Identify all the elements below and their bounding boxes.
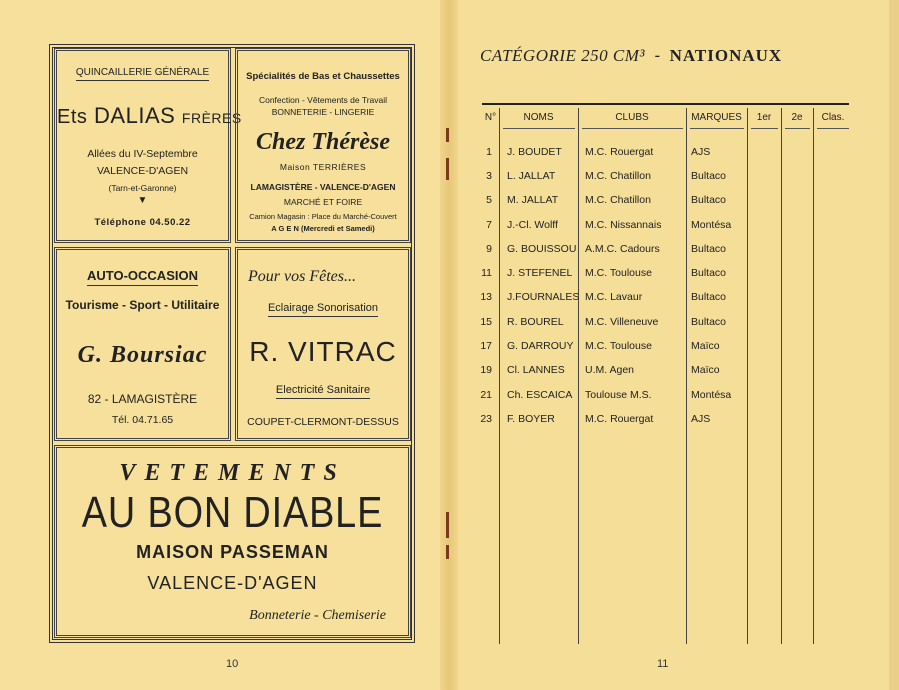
ad-line: Confection - Vêtements de Travail [258,95,388,105]
company-name: R. VITRAC [249,336,397,367]
truck-location: Camion Magasin : Place du Marché-Couvert [249,212,397,221]
row-number: 23 [480,413,492,425]
row-name: R. BOUREL [507,316,564,328]
towns: LAMAGISTÈRE - VALENCE-D'AGEN [250,182,396,192]
address-town: VALENCE-D'AGEN [96,165,189,177]
company-name: Ets DALIAS FRÈRES [57,103,242,128]
row-brand: Maïco [691,340,720,352]
row-brand: Bultaco [691,194,727,206]
brand-subtitle: Maison TERRIÈRES [279,162,367,172]
header-underline [751,128,778,129]
table-row [482,194,849,214]
row-name: Ch. ESCAICA [507,389,573,401]
row-brand: Bultaco [691,291,727,303]
row-number: 9 [486,243,492,255]
dealer-name: G. Boursiac [77,342,208,368]
row-club: M.C. Nissannais [585,219,662,231]
row-name: G. BOUISSOU [507,243,577,255]
header-first: 1er [756,112,772,123]
header-names: NOMS [523,112,554,123]
header-underline [817,128,849,129]
row-name: J. BOUDET [507,146,562,158]
row-brand: Bultaco [691,316,727,328]
row-number: 21 [480,389,492,401]
category-title: CATÉGORIE 250 CM³ - NATIONAUX [480,46,783,65]
header-ranking: Clas. [821,112,845,123]
address-line: Allées du IV-Septembre [87,148,198,160]
ad-place: COUPET-CLERMONT-DESSUS [247,416,399,428]
row-name: J.FOURNALES [507,291,580,303]
header-underline [785,128,810,129]
row-number: 19 [480,364,492,376]
table-row [482,170,849,190]
row-name: J. STEFENEL [507,267,573,279]
page-number-left: 10 [226,658,239,670]
row-club: M.C. Lavaur [585,291,643,303]
row-number: 15 [480,316,492,328]
ad-tagline: Tourisme - Sport - Utilitaire [65,298,220,312]
row-club: M.C. Toulouse [585,267,652,279]
row-name: F. BOYER [507,413,555,425]
row-number: 13 [480,291,492,303]
row-brand: Bultaco [691,170,727,182]
row-number: 1 [486,146,492,158]
table-row [482,267,849,287]
row-brand: Bultaco [691,243,727,255]
table-row [482,413,849,433]
table-row [482,389,849,409]
arrow-down-icon: ▼ [137,195,148,206]
row-brand: Montésa [691,389,732,401]
row-name: Cl. LANNES [507,364,565,376]
header-clubs: CLUBS [615,112,649,123]
row-name: G. DARROUY [507,340,574,352]
table-row [482,146,849,166]
row-brand: Bultaco [691,267,727,279]
table-row [482,243,849,263]
table-row [482,364,849,384]
row-number: 3 [486,170,492,182]
row-number: 11 [481,267,492,279]
ad-line: BONNETERIE - LINGERIE [271,107,375,117]
phone-number: Téléphone 04.50.22 [94,217,191,228]
table-row [482,316,849,336]
ad-auto-occasion [54,247,231,441]
ad-heading: Spécialités de Bas et Chaussettes [246,71,400,82]
ad-vitrac [235,247,411,441]
binding-mark [446,545,449,559]
row-brand: AJS [691,413,711,425]
row-club: U.M. Agen [585,364,635,376]
page-number-right: 11 [657,658,669,670]
binding-mark [446,512,449,538]
ad-line: Eclairage Sonorisation [238,302,408,317]
shop-town: VALENCE-D'AGEN [147,573,318,593]
markets: MARCHÉ ET FOIRE [283,197,363,207]
page-edge [889,0,899,690]
phone-number: Tél. 04.71.65 [111,414,174,426]
ad-heading: QUINCAILLERIE GÉNÉRALE [57,67,228,81]
row-club: M.C. Chatillon [585,194,651,206]
title-rule [482,103,849,105]
table-row [482,291,849,311]
row-club: A.M.C. Cadours [585,243,660,255]
binding-mark [446,158,449,180]
header-brands: MARQUES [691,112,742,123]
dealer-address: 82 - LAMAGISTÈRE [87,392,198,406]
row-brand: Montésa [691,219,732,231]
row-brand: AJS [691,146,711,158]
header-underline [503,128,575,129]
ad-heading: AUTO-OCCASION [57,268,228,286]
row-club: Toulouse M.S. [585,389,652,401]
brand-name: Chez Thérèse [256,129,390,155]
book-gutter [440,0,458,690]
row-brand: Maïco [691,364,720,376]
row-club: M.C. Toulouse [585,340,652,352]
shop-tagline: Bonneterie - Chemiserie [249,608,386,623]
ad-line: Electricité Sanitaire [238,384,408,399]
row-club: M.C. Rouergat [585,413,654,425]
address-region: (Tarn-et-Garonne) [108,183,177,193]
row-name: J.-Cl. Wolff [507,219,558,231]
agen-days: A G E N (Mercredi et Samedi) [271,224,375,233]
row-name: L. JALLAT [507,170,556,182]
ad-dalias [54,48,242,243]
header-underline [582,128,683,129]
ad-chez-therese [235,48,411,243]
row-club: M.C. Chatillon [585,170,651,182]
shop-name: AU BON DIABLE [81,488,384,537]
binding-mark [446,128,449,142]
header-underline [690,128,744,129]
row-number: 17 [480,340,492,352]
row-club: M.C. Villeneuve [585,316,659,328]
ad-au-bon-diable [54,445,411,638]
header-num: N° [484,112,497,123]
ad-heading: Pour vos Fêtes... [248,268,356,285]
row-number: 7 [486,219,492,231]
table-row [482,219,849,239]
table-row [482,340,849,360]
header-second: 2e [791,112,803,123]
ad-heading: VETEMENTS [119,460,346,486]
row-number: 5 [486,194,492,206]
row-name: M. JALLAT [507,194,559,206]
shop-house: MAISON PASSEMAN [136,542,329,562]
row-club: M.C. Rouergat [585,146,654,158]
